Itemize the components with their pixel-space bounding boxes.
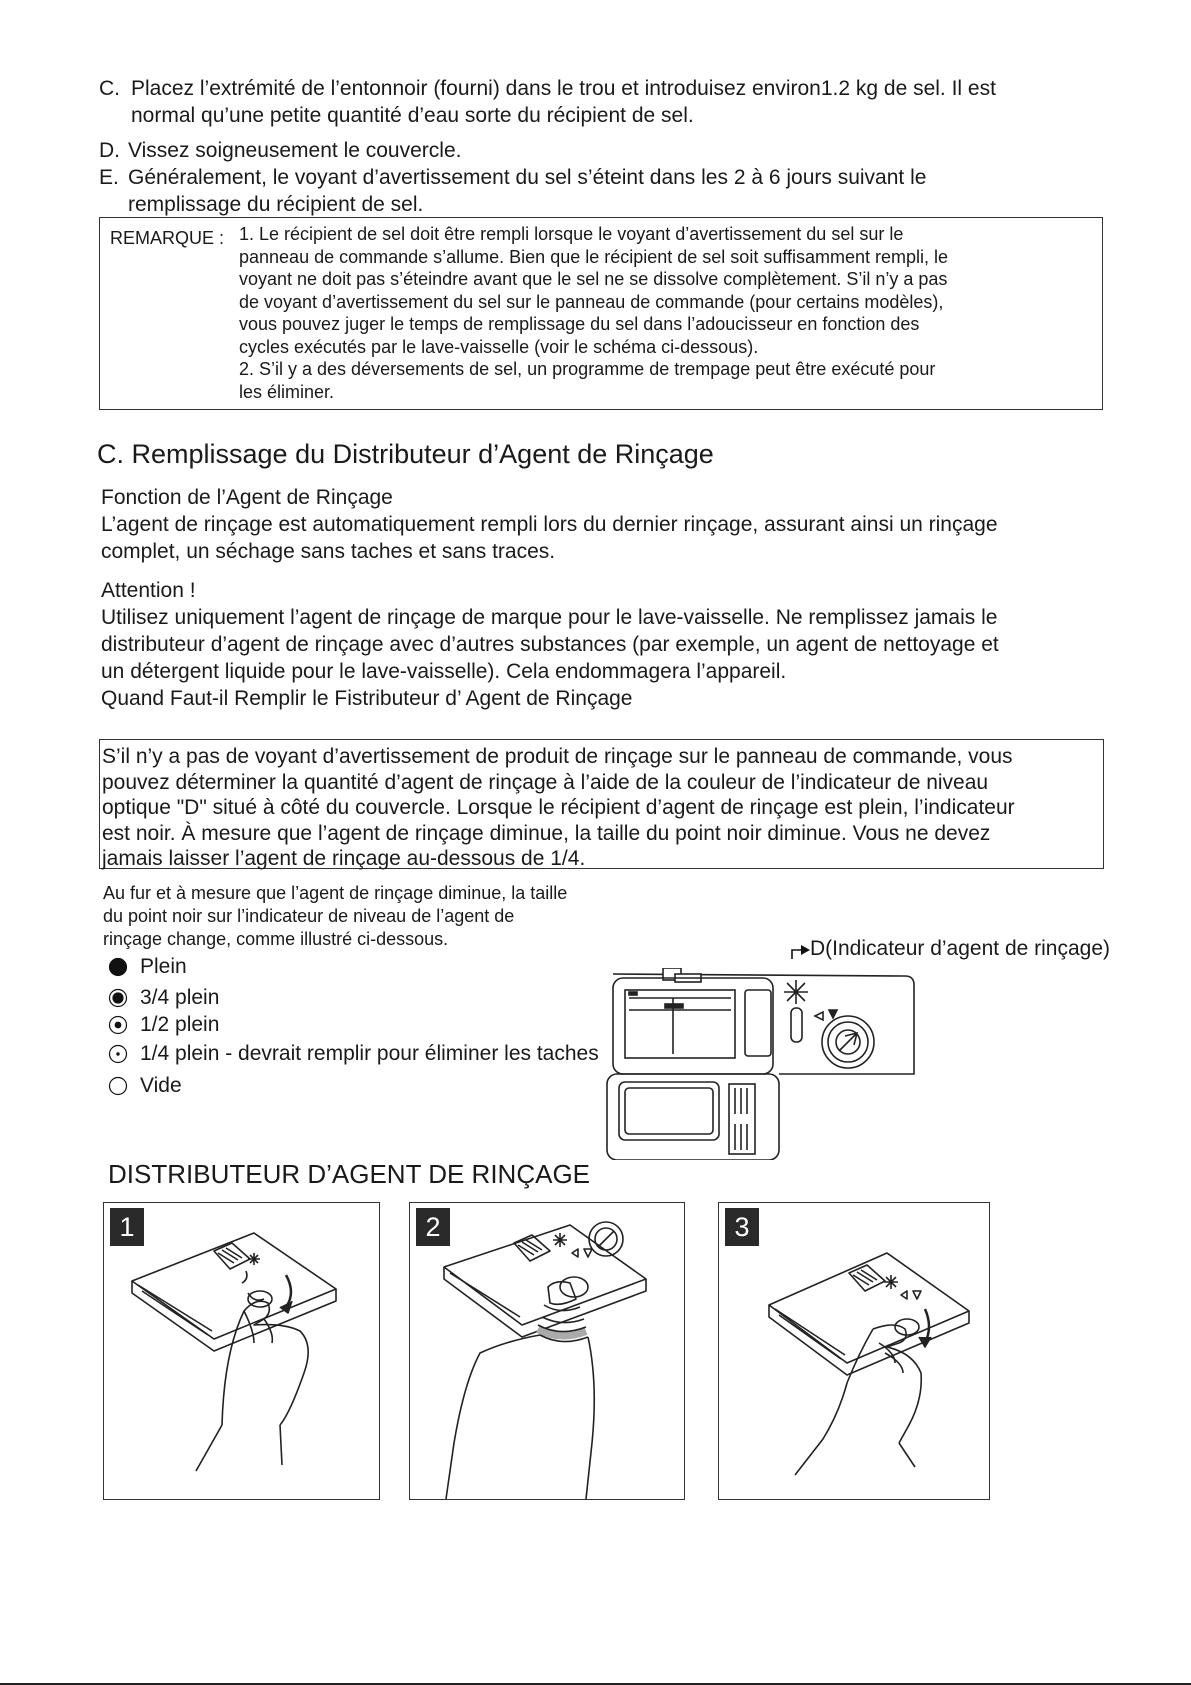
level-three-quarter-icon (108, 988, 128, 1008)
remarque-line: de voyant d’avertissement du sel sur le panneau de commande (pour certains modèles), (239, 291, 944, 312)
info-line: S’il n’y a pas de voyant d’avertissement de produit de rinçage sur le panneau de commande, vous (102, 745, 1013, 768)
remarque-box (99, 217, 1103, 410)
step-number: 1 (110, 1208, 144, 1246)
level-empty-icon (108, 1076, 128, 1096)
salt-step-c-line2: normal qu’une petite quantité d’eau sorte du récipient de sel. (131, 104, 694, 127)
diagram-label: D(Indicateur d’agent de rinçage) (810, 937, 1111, 960)
level-empty (108, 1072, 182, 1099)
remarque-line: voyant ne doit pas s’éteindre avant que le sel ne se dissolve complètement. S’il n’y a pas (239, 269, 948, 289)
salt-step-d-line1: Vissez soigneusement le couvercle. (128, 139, 462, 162)
step-2-panel (409, 1202, 685, 1500)
salt-step-e-line1: Généralement, le voyant d’avertissement du sel s’éteint dans les 2 à 6 jours suivant le (128, 166, 927, 189)
pointer-arrow-icon (790, 940, 812, 960)
info-line: pouvez déterminer la quantité d’agent de rinçage à l’aide de la couleur de l’indicateur de niveau (102, 770, 989, 794)
level-three-quarter (108, 984, 219, 1011)
remarque-line: les éliminer. (239, 381, 335, 402)
attention-heading: Attention ! (101, 579, 196, 602)
info-line: jamais laisser l’agent de rinçage au-dessous de 1/4. (102, 847, 586, 870)
salt-step-c-letter: C. (99, 77, 120, 100)
attention-line: Utilisez uniquement l’agent de rinçage de marque pour le lave-vaisselle. Ne remplissez jamais le (101, 606, 998, 629)
level-label: 1/4 plein - devrait remplir pour éliminer les taches (140, 1041, 599, 1065)
info-box (99, 739, 1104, 869)
attention-line: un détergent liquide pour le lave-vaisselle). Cela endommagera l’appareil. (101, 660, 787, 683)
step-2-illustration (410, 1203, 686, 1501)
level-full-icon (108, 957, 128, 977)
remarque-line: panneau de commande s’allume. Bien que le récipient de sel soit suffisamment rempli, le (239, 246, 949, 267)
step-number: 2 (416, 1208, 450, 1246)
step-1-illustration (104, 1203, 381, 1501)
remarque-line: 2. S’il y a des déversements de sel, un programme de trempage peut être exécuté pour (239, 359, 936, 379)
dispenser-title: DISTRIBUTEUR D’AGENT DE RINÇAGE (108, 1159, 591, 1189)
remarque-line: vous pouvez juger le temps de remplissage du sel dans l’adoucisseur en fonction des (239, 314, 920, 334)
step-1-panel (103, 1202, 380, 1500)
level-half (108, 1011, 219, 1038)
fonction-heading: Fonction de l’Agent de Rinçage (101, 486, 393, 509)
attention-line: distributeur d’agent de rinçage avec d’autres substances (par exemple, un agent de nettoyage et (101, 633, 999, 656)
indicator-note-line: Au fur et à mesure que l’agent de rinçage diminue, la taille (103, 883, 568, 903)
level-label: Plein (140, 954, 187, 978)
dispenser-diagram (605, 968, 920, 1160)
level-label: 3/4 plein (140, 985, 220, 1009)
level-full (108, 953, 187, 980)
salt-step-e-line2: remplissage du récipient de sel. (128, 193, 424, 216)
step-3-panel (718, 1202, 990, 1500)
level-quarter (108, 1040, 599, 1067)
salt-step-e-letter: E. (99, 166, 119, 189)
step-3-illustration (719, 1203, 991, 1501)
remarque-line: cycles exécutés par le lave-vaisselle (voir le schéma ci-dessous). (239, 336, 759, 357)
info-line: optique "D" situé à côté du couvercle. Lorsque le récipient d’agent de rinçage est plein, l’indicateur (102, 796, 1015, 819)
indicator-note-line: rinçage change, comme illustré ci-dessous. (103, 929, 449, 949)
remarque-label: REMARQUE : (110, 228, 225, 248)
quand-heading: Quand Faut-il Remplir le Fistributeur d’ Agent de Rinçage (101, 687, 633, 710)
info-line: est noir. À mesure que l’agent de rinçage diminue, la taille du point noir diminue. Vous ne devez (102, 821, 991, 845)
step-number: 3 (725, 1208, 759, 1246)
section-title: C. Remplissage du Distributeur d’Agent de Rinçage (97, 439, 714, 469)
salt-step-c-line1: Placez l’extrémité de l’entonnoir (fourni) dans le trou et introduisez environ1.2 kg de sel. Il est (131, 77, 996, 100)
indicator-note-line: du point noir sur l’indicateur de niveau de l’agent de (103, 906, 515, 926)
level-label: Vide (140, 1073, 182, 1097)
remarque-line: 1. Le récipient de sel doit être rempli lorsque le voyant d’avertissement du sel sur le (239, 224, 904, 244)
fonction-line: complet, un séchage sans taches et sans traces. (101, 540, 556, 563)
salt-step-d-letter: D. (99, 139, 120, 162)
level-label: 1/2 plein (140, 1012, 220, 1036)
fonction-line: L’agent de rinçage est automatiquement rempli lors du dernier rinçage, assurant ainsi un rinçage (101, 513, 998, 536)
level-quarter-icon (108, 1044, 128, 1064)
level-half-icon (108, 1015, 128, 1035)
